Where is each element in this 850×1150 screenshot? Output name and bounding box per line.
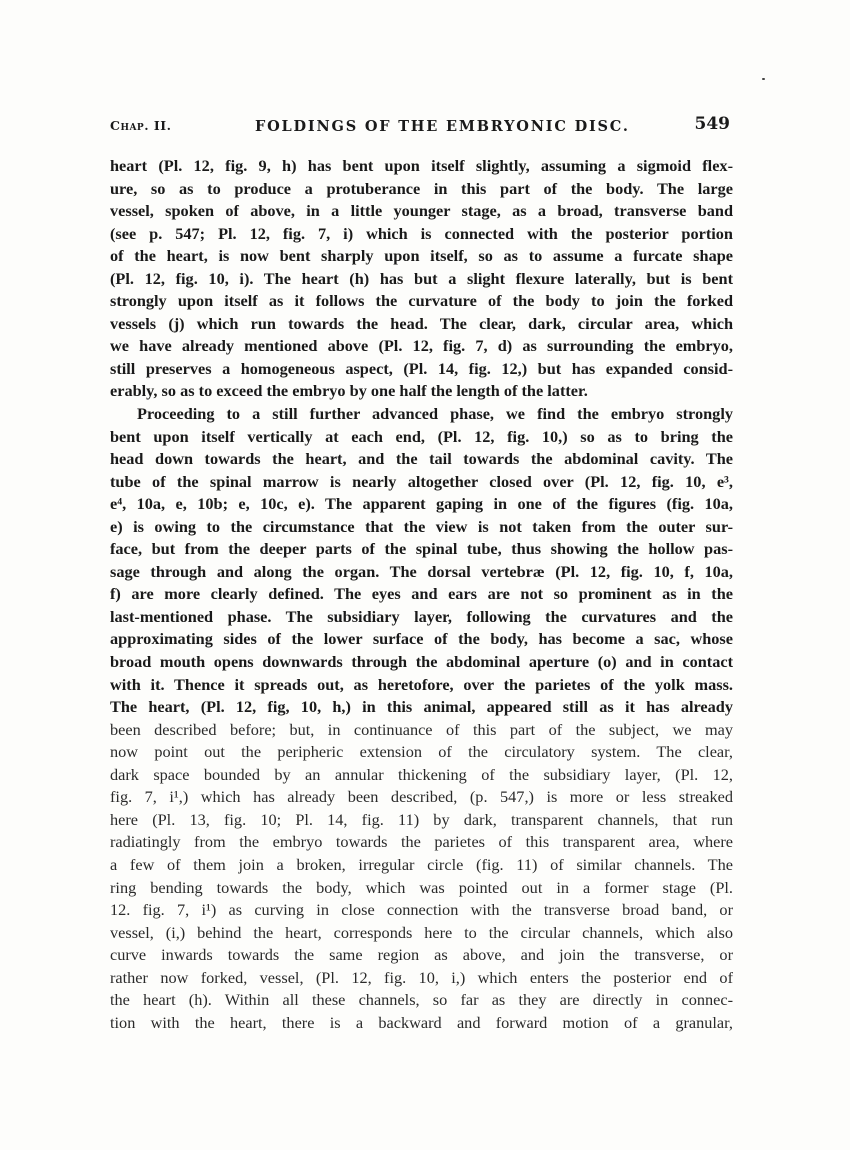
text-line: been described before; but, in continuance of this part of the subject, we may (110, 719, 733, 739)
text-line: still preserves a homogeneous aspect, (Pl. 14, fig. 12,) but has expanded consid- (110, 358, 733, 378)
text-line: (see p. 547; Pl. 12, fig. 7, i) which is connected with the posterior portion (110, 223, 733, 243)
text-line: 12. fig. 7, i¹) as curving in close connection with the transverse broad band, or (110, 900, 733, 920)
text-line: curve inwards towards the same region as above, and join the transverse, or (110, 945, 733, 965)
text-line: vessels (j) which run towards the head. The clear, dark, circular area, which (110, 313, 733, 333)
text-line: vessel, (i,) behind the heart, corresponds here to the circular channels, which also (110, 922, 733, 942)
text-line: ure, so as to produce a protuberance in this part of the body. The large (110, 178, 733, 198)
running-header (110, 112, 730, 140)
text-line: rather now forked, vessel, (Pl. 12, fig. 10, i,) which enters the posterior end of (110, 967, 733, 987)
text-line: last-mentioned phase. The subsidiary layer, following the curvatures and the (110, 606, 733, 626)
text-line: ring bending towards the body, which was pointed out in a former stage (Pl. (110, 877, 733, 897)
text-line: tion with the heart, there is a backward and forward motion of a granular, (110, 1012, 733, 1032)
ink-speck (762, 78, 765, 80)
running-title: FOLDINGS OF THE EMBRYONIC DISC. (255, 118, 630, 135)
text-line: approximating sides of the lower surface of the body, has become a sac, whose (110, 629, 733, 649)
text-line: here (Pl. 13, fig. 10; Pl. 14, fig. 11) by dark, transparent channels, that run (110, 809, 733, 829)
text-line: heart (Pl. 12, fig. 9, h) has bent upon itself slightly, assuming a sigmoid flex- (110, 156, 733, 175)
text-line: sage through and along the organ. The dorsal vertebræ (Pl. 12, fig. 10, f, 10a, (110, 561, 733, 581)
text-line: face, but from the deeper parts of the spinal tube, thus showing the hollow pas- (110, 539, 733, 559)
text-line: f) are more clearly defined. The eyes and ears are not so prominent as in the (110, 584, 733, 604)
text-line: with it. Thence it spreads out, as heretofore, over the parietes of the yolk mass. (110, 674, 733, 694)
text-line: e⁴, 10a, e, 10b; e, 10c, e). The apparent gaping in one of the figures (fig. 10a, (110, 494, 733, 514)
text-line: tube of the spinal marrow is nearly altogether closed over (Pl. 12, fig. 10, e³, (110, 471, 733, 491)
text-line: we have already mentioned above (Pl. 12, fig. 7, d) as surrounding the embryo, (110, 336, 733, 356)
body-text (110, 155, 733, 1034)
text-line: The heart, (Pl. 12, fig, 10, h,) in this animal, appeared still as it has already (110, 697, 733, 717)
text-line: bent upon itself vertically at each end, (Pl. 12, fig. 10,) so as to bring the (110, 426, 733, 446)
text-line: a few of them join a broken, irregular circle (fig. 11) of similar channels. The (110, 854, 733, 874)
text-line: strongly upon itself as it follows the curvature of the body to join the forked (110, 291, 733, 311)
text-line: erably, so as to exceed the embryo by one half the length of the latter. (110, 381, 588, 401)
text-line: now point out the peripheric extension of the circulatory system. The clear, (110, 742, 733, 762)
text-line: fig. 7, i¹,) which has already been described, (p. 547,) is more or less streaked (110, 787, 733, 807)
text-line: broad mouth opens downwards through the abdominal aperture (o) and in contact (110, 652, 733, 672)
text-line: dark space bounded by an annular thickening of the subsidiary layer, (Pl. 12, (110, 764, 733, 784)
paragraph-start-line: Proceeding to a still further advanced phase, we find the embryo strongly (137, 404, 733, 424)
text-line: e) is owing to the circumstance that the view is not taken from the outer sur- (110, 516, 733, 536)
text-line: (Pl. 12, fig. 10, i). The heart (h) has but a slight flexure laterally, but is bent (110, 268, 733, 288)
text-line: radiatingly from the embryo towards the parietes of this transparent area, where (110, 832, 733, 852)
text-line: the heart (h). Within all these channels, so far as they are directly in connec- (110, 990, 733, 1010)
text-line: of the heart, is now bent sharply upon itself, so as to assume a furcate shape (110, 246, 733, 266)
text-line: vessel, spoken of above, in a little younger stage, as a broad, transverse band (110, 201, 733, 221)
page-number: 549 (694, 114, 730, 134)
chapter-label: Chap. II. (110, 118, 172, 133)
text-line: head down towards the heart, and the tail towards the abdominal cavity. The (110, 449, 733, 469)
